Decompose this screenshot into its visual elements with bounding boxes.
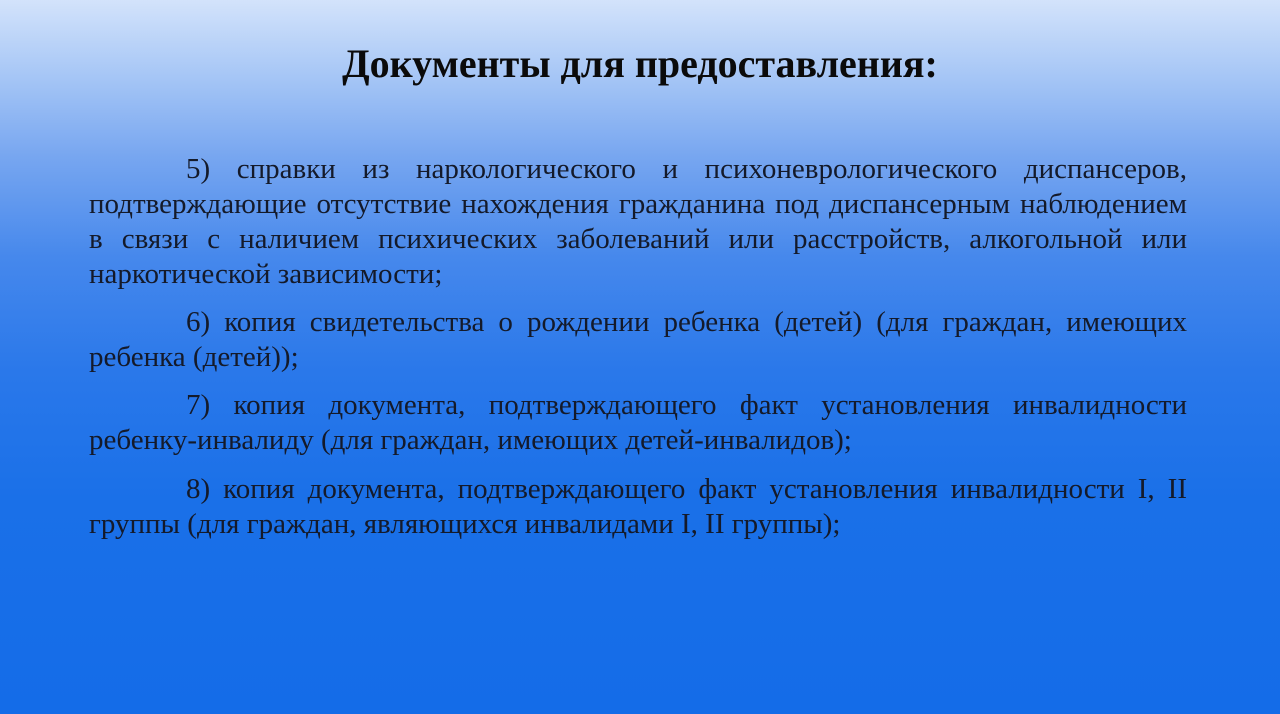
list-item-5: 5) справки из наркологического и психоневрологического диспансеров, подтверждающие отсутствие нахождения гражданина под диспансерным наблюдением в связи с наличием психических заболеваний или расстройств, алкогольной или наркотической зависимости;: [89, 153, 1187, 290]
slide-title: Документы для предоставления:: [342, 41, 938, 86]
list-item-7: 7) копия документа, подтверждающего факт установления инвалидности ребенку-инвалиду (для граждан, имеющих детей-инвалидов);: [89, 389, 1187, 456]
list-item-6: 6) копия свидетельства о рождении ребенка (детей) (для граждан, имеющих ребенка (детей));: [89, 306, 1187, 373]
document-list: [89, 152, 1187, 555]
list-item-8: 8) копия документа, подтверждающего факт установления инвалидности I, II группы (для граждан, являющихся инвалидами I, II группы);: [89, 473, 1187, 540]
